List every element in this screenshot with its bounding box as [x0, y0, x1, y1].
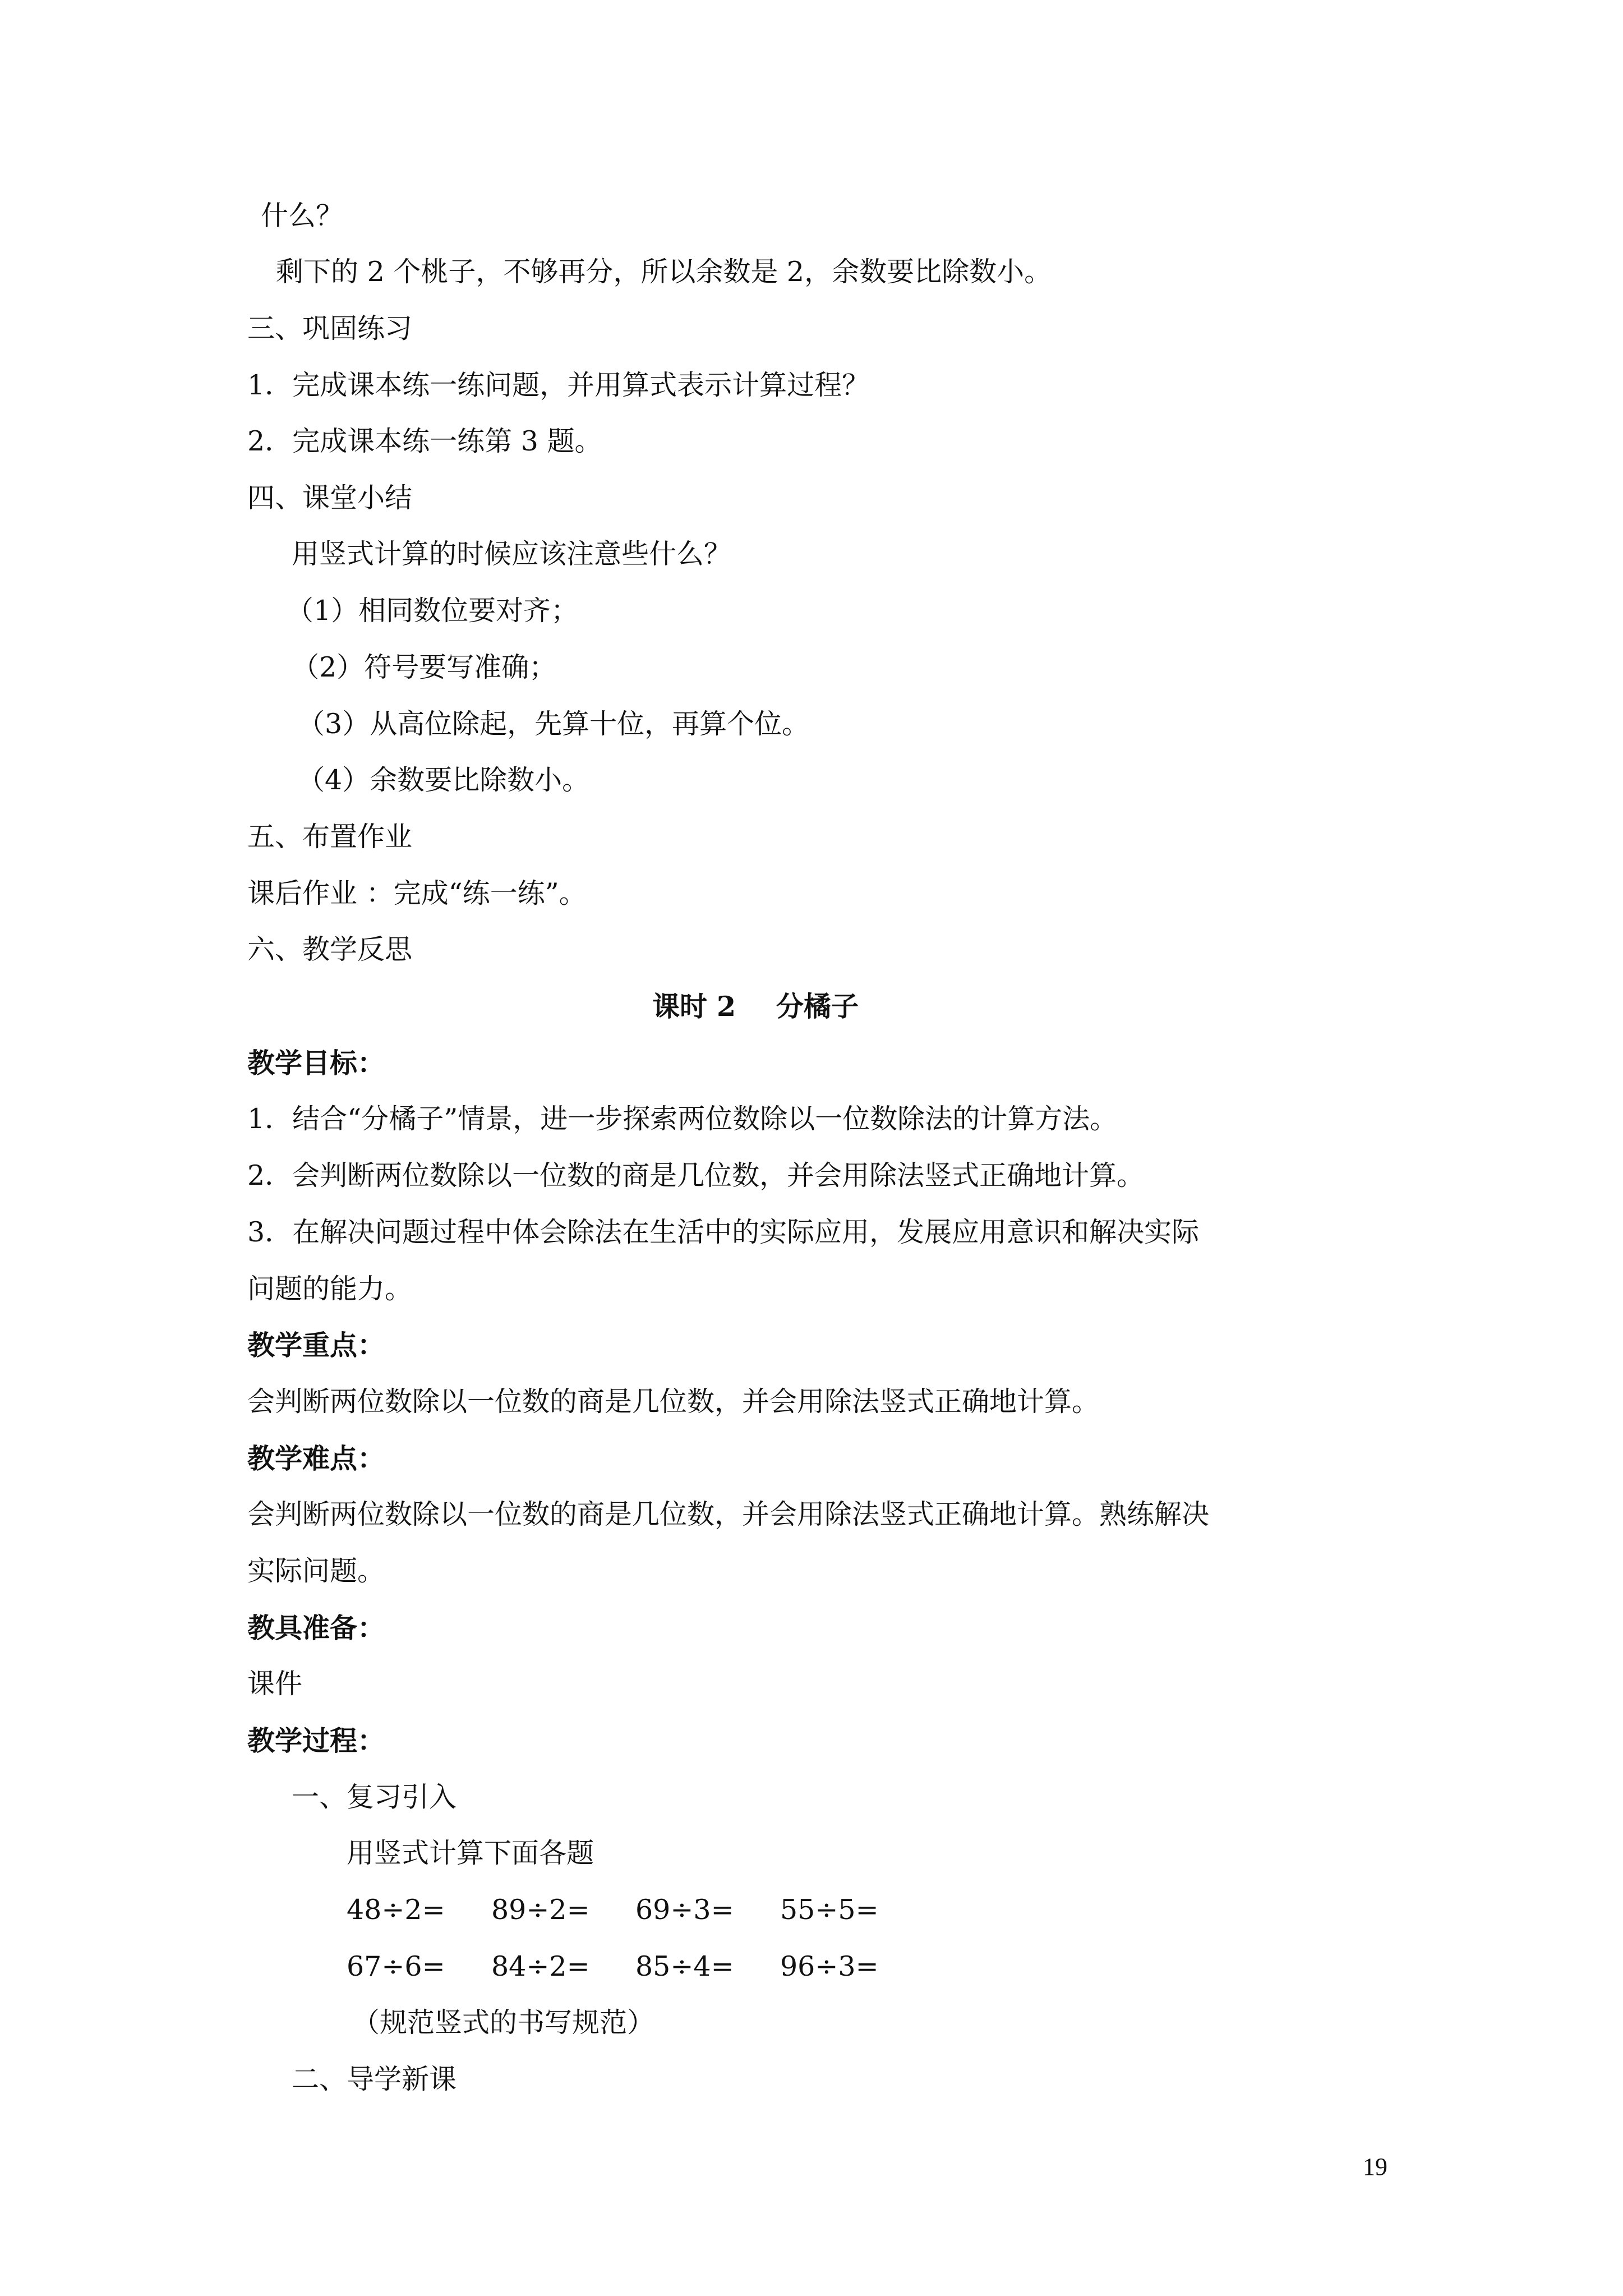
step-heading: 一、复习引入 [292, 1781, 457, 1813]
calc-item: 48÷2= [347, 1894, 445, 1926]
calc-row-2 [347, 1950, 1132, 1984]
calc-row-1 [347, 1893, 1132, 1927]
section-heading: 四、课堂小结 [247, 482, 413, 514]
step-task: 用竖式计算下面各题 [347, 1837, 594, 1869]
process-heading: 教学过程： [247, 1724, 385, 1757]
calc-item: 89÷2= [491, 1894, 590, 1926]
text-line: 1．完成课本练一练问题，并用算式表示计算过程？ [247, 369, 870, 401]
section-heading: 五、布置作业 [247, 821, 413, 853]
text-line: 剩下的 2 个桃子，不够再分，所以余数是 2，余数要比除数小。 [276, 256, 1052, 288]
key-points-heading: 教学重点： [247, 1329, 385, 1361]
text-line: 用竖式计算的时候应该注意些什么？ [292, 538, 732, 570]
calc-item: 67÷6= [347, 1950, 445, 1982]
lesson-number: 课时 2 [652, 990, 736, 1023]
note-text: （规范竖式的书写规范） [352, 2007, 655, 2039]
calc-item: 69÷3= [635, 1894, 734, 1926]
goal-item-continued: 问题的能力。 [247, 1273, 413, 1305]
text-line: 什么？ [261, 200, 344, 232]
section-heading: 六、教学反思 [247, 933, 413, 965]
list-item: （4）余数要比除数小。 [297, 764, 590, 796]
difficulties-heading: 教学难点： [247, 1442, 385, 1475]
goal-item: 2．会判断两位数除以一位数的商是几位数，并会用除法竖式正确地计算。 [247, 1159, 1145, 1191]
step-heading: 二、导学新课 [292, 2063, 457, 2095]
calc-item: 84÷2= [491, 1950, 590, 1982]
goals-heading: 教学目标： [247, 1047, 385, 1079]
key-points-text: 会判断两位数除以一位数的商是几位数，并会用除法竖式正确地计算。 [247, 1386, 1100, 1418]
difficulties-text-continued: 实际问题。 [247, 1555, 385, 1587]
calc-item: 85÷4= [635, 1950, 734, 1982]
difficulties-text: 会判断两位数除以一位数的商是几位数，并会用除法竖式正确地计算。熟练解决 [247, 1498, 1210, 1530]
text-line: 课后作业 ：完成“练一练”。 [247, 877, 587, 909]
preparation-heading: 教具准备： [247, 1612, 385, 1644]
page-number: 19 [1363, 2153, 1387, 2180]
goal-item: 1．结合“分橘子”情景，进一步探索两位数除以一位数除法的计算方法。 [247, 1103, 1118, 1135]
lesson-title: 分橘子 [776, 990, 859, 1023]
text-line: 2．完成课本练一练第 3 题。 [247, 425, 602, 457]
calc-item: 96÷3= [780, 1950, 879, 1982]
calc-item: 55÷5= [780, 1894, 879, 1926]
list-item: （1）相同数位要对齐； [286, 595, 579, 627]
goal-item: 3．在解决问题过程中体会除法在生活中的实际应用，发展应用意识和解决实际 [247, 1216, 1200, 1248]
section-heading: 三、巩固练习 [247, 312, 413, 344]
list-item: （2）符号要写准确； [292, 651, 557, 683]
preparation-text: 课件 [247, 1668, 303, 1700]
list-item: （3）从高位除起，先算十位，再算个位。 [297, 708, 810, 740]
